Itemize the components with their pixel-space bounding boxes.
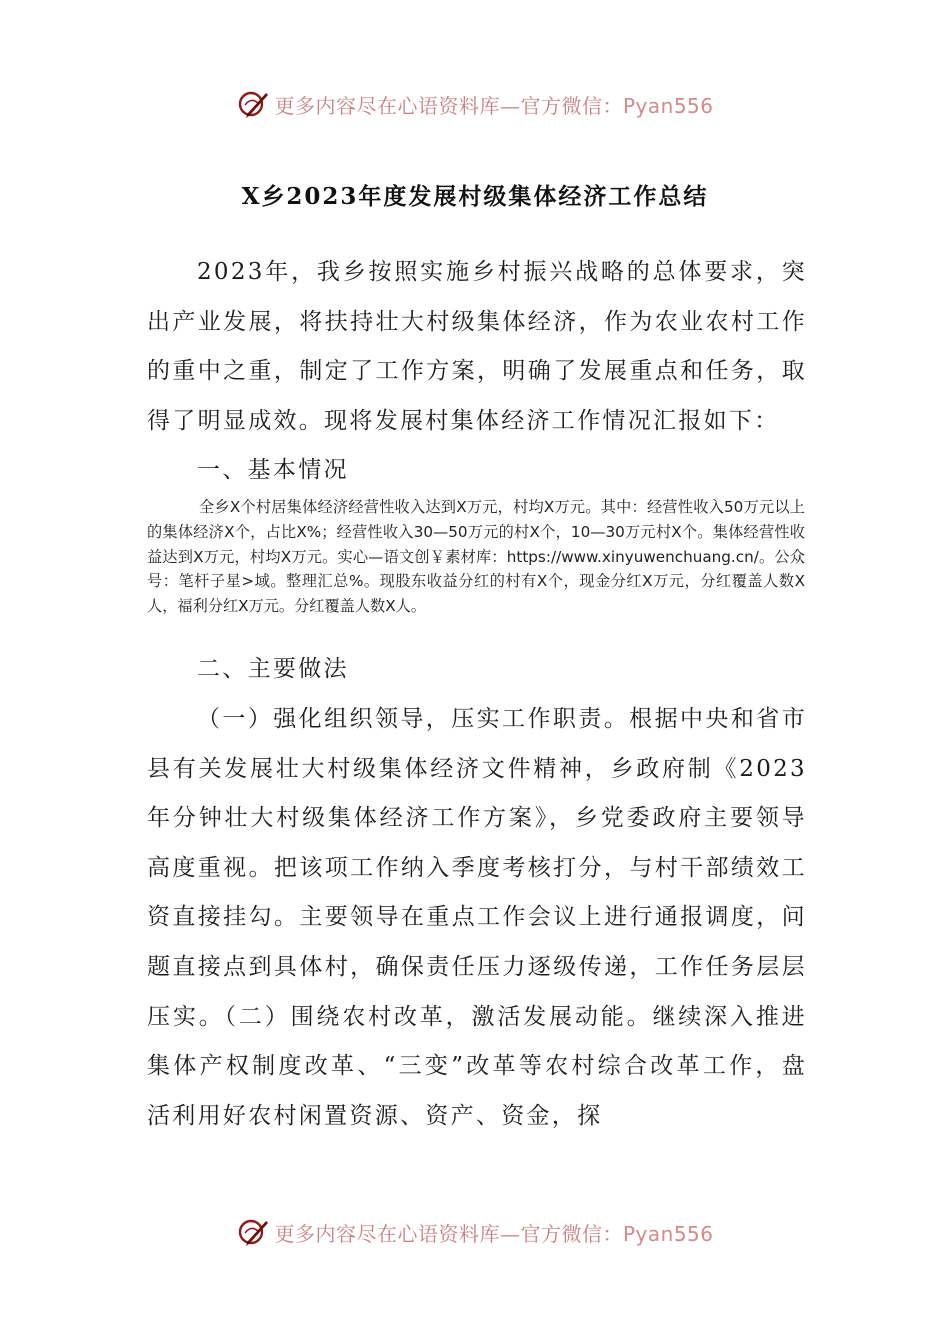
watermark-label: 更多内容尽在心语资料库—官方微信： [274,1221,623,1246]
document-title: X乡2023年度发展村级集体经济工作总结 [241,183,709,210]
watermark-banner-bottom [0,1212,950,1252]
watermark-label: 更多内容尽在心语资料库—官方微信： [274,93,623,118]
watermark-text [274,1218,713,1247]
section-heading-methods: 二、主要做法 [197,656,349,682]
pen-logo-icon [236,87,270,121]
wechat-id: Pyan556 [622,93,714,118]
intro-paragraph: 2023年，我乡按照实施乡村振兴战略的总体要求，突出产业发展，将扶持壮大村级集体经济，作为农业农村工作的重中之重，制定了工作方案，明确了发展重点和任务，取得了明显成效。现将发展村集体经济工作情况汇报如下： [147,259,807,434]
wechat-id: Pyan556 [622,1221,714,1246]
methods-paragraph: （一）强化组织领导，压实工作职责。根据中央和省市县有关发展壮大村级集体经济文件精神，乡政府制《2023年分钟壮大村级集体经济工作方案》，乡党委政府主要领导高度重视。把该项工作纳入季度考核打分，与村干部绩效工资直接挂勾。主要领导在重点工作会议上进行通报调度，问题直接点到具体村，确保责任压力逐级传递，工作任务层层压实。（二）围绕农村改革，激活发展动能。继续深入推进集体产权制度改革、“三变”改革等农村综合改革工作，盘活利用好农村闲置资源、资产、资金，探 [147,706,807,1129]
section-heading-basic: 一、基本情况 [197,457,349,483]
basic-situation-paragraph: 全乡X个村居集体经济经营性收入达到X万元，村均X万元。其中：经营性收入50万元以上的集体经济X个，占比X%；经营性收入30—50万元的村X个，10—30万元村X个。集体经营性收益达到X万元，村均X万元。实心—语文创￥素材库：https://www.xinyuwenchuang.cn/。公众号：笔杆子星>域。整理汇总%。现股东收益分红的村有X个，现金分红X万元，分红覆盖人数X人，福利分红X万元。分红覆盖人数X人。 [147,498,805,616]
watermark-banner-top [0,84,950,124]
pen-logo-icon [236,1215,270,1249]
watermark-text [274,90,713,119]
